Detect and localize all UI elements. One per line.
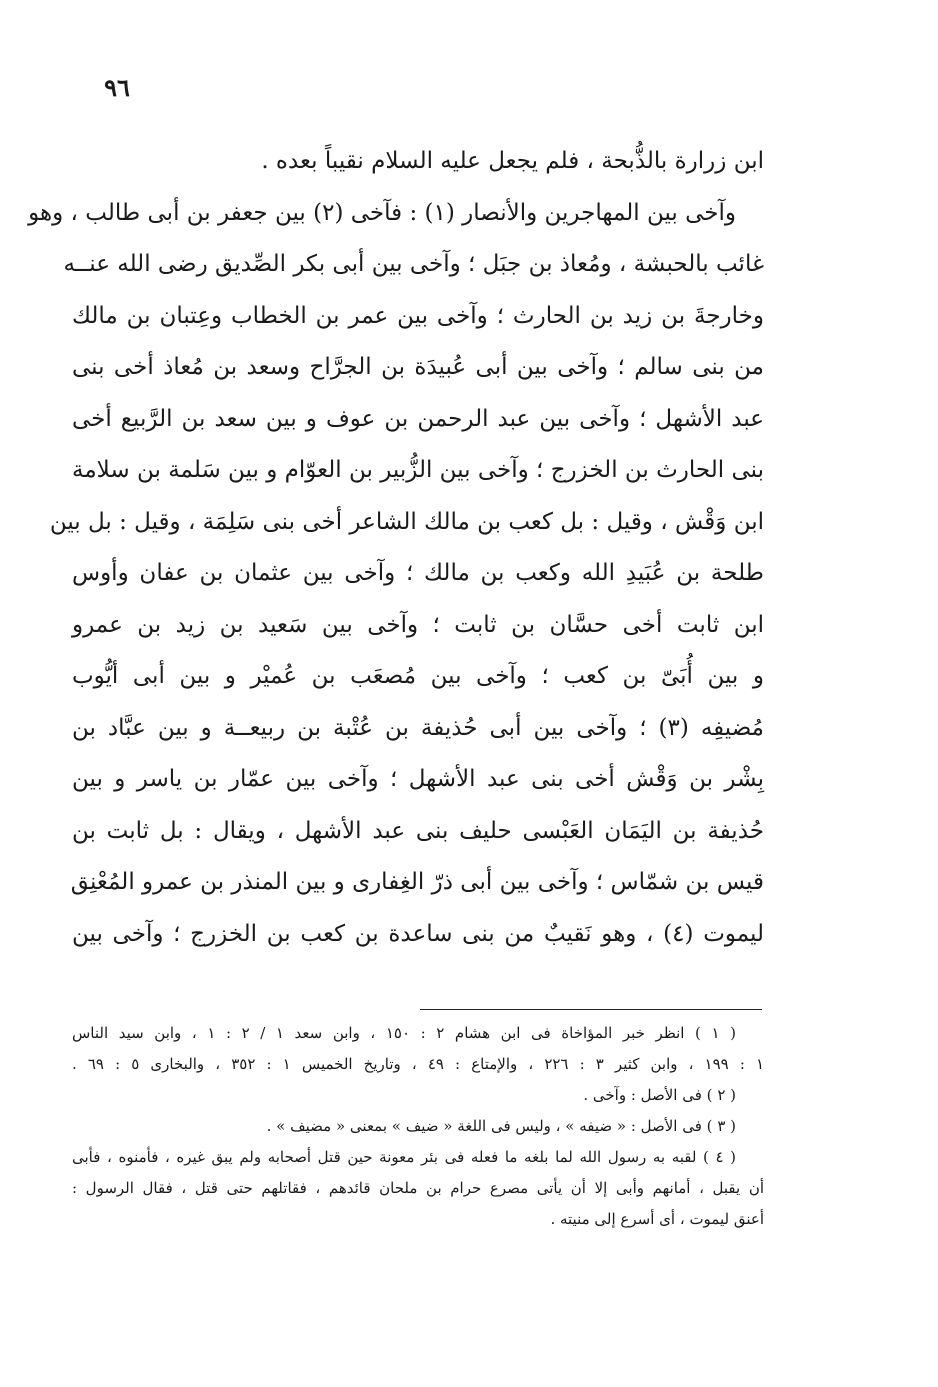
page-number: ٩٦ xyxy=(104,73,130,102)
main-text xyxy=(28,136,764,960)
text-line: قيس بن شمّاس ؛ وآخى بين أبى ذرّ الغِفارى و بين المنذر بن عمرو المُعْنِق xyxy=(70,869,764,895)
text-line: مُضيفِه (٣) ؛ وآخى بين أبى حُذيفة بن عُتْبة بن ربيعــة و بين عبَّاد بن xyxy=(72,714,764,741)
text-line: ابن وَقْش ، وقيل : بل كعب بن مالك الشاعر أخى بنى سَلِمَة ، وقيل : بل بين xyxy=(49,508,764,535)
text-line: طلحة بن عُبَيدِ الله وكعب بن مالك ؛ وآخى بين عثمان بن عفان وأوس xyxy=(72,560,764,586)
text-line: ليموت (٤) ، وهو نَقيبٌ من بنى ساعدة بن كعب بن الخزرج ؛ وآخى بين xyxy=(72,920,764,947)
text-line: عبد الأشهل ؛ وآخى بين عبد الرحمن بن عوف و بين سعد بن الرَّبيع أخى xyxy=(72,405,764,432)
footnote-line: ( ٣ ) فى الأصل : « ضيفه » ، وليس فى اللغة « ضيف » بمعنى « مضيف » . xyxy=(266,1117,736,1135)
footnote-line: ١ : ١٩٩ ، وابن كثير ٣ : ٢٢٦ ، والإمتاع : ٤٩ ، وتاريخ الخميس ١ : ٣٥٢ ، والبخارى ٥ : ٦٩ . xyxy=(72,1055,765,1073)
text-line: بِشْر بن وَقْش أخى بنى عبد الأشهل ؛ وآخى بين عمّار بن ياسر و بين xyxy=(72,766,764,792)
text-line: حُذيفة بن اليَمَان العَبْسى حليف بنى عبد الأشهل ، ويقال : بل ثابت بن xyxy=(72,817,764,844)
text-line: وخارجةَ بن زيد بن الحارث ؛ وآخى بين عمر بن الخطاب وعِتبان بن مالك xyxy=(72,302,764,329)
footnote-line: ( ٢ ) فى الأصل : وآخى . xyxy=(583,1086,736,1104)
text-line: من بنى سالم ؛ وآخى بين أبى عُبيدَة بن الجرَّاح وسعد بن مُعاذ أخى بنى xyxy=(72,354,764,380)
text-line: و بين أُبَىّ بن كعب ؛ وآخى بين مُصعَب بن عُميْر و بين أبى أيُّوب xyxy=(72,663,764,689)
text-line: ابن زرارة بالذُّبحة ، فلم يجعل عليه السلام نقيباً بعده . xyxy=(261,148,764,174)
text-line: وآخى بين المهاجرين والأنصار (١) : فآخى (٢) بين جعفر بن أبى طالب ، وهو xyxy=(28,199,736,226)
footnote-line: أن يقبل ، أمانهم وأبى إلا أن يأتى مصرع حرام بن ملحان قائدهم ، فقاتلهم حتى قتل ، فقال الرسول : xyxy=(72,1179,764,1197)
footnote-line: ( ١ ) انظر خبر المؤاخاة فى ابن هشام ٢ : ١٥٠ ، وابن سعد ١ / ٢ : ١ ، وابن سيد الناس xyxy=(72,1024,737,1042)
text-line: ابن ثابت أخى حسَّان بن ثابت ؛ وآخى بين سَعيد بن زيد بن عمرو xyxy=(72,611,764,638)
text-line: غائب بالحبشة ، ومُعاذ بن جبَل ؛ وآخى بين أبى بكر الصِّديق رضى الله عنــه xyxy=(63,251,764,277)
text-line: بنى الحارث بن الخزرج ؛ وآخى بين الزُّبير بن العوّام و بين سَلمة بن سلامة xyxy=(72,457,764,483)
footnote-line: أعنق ليموت ، أى أسرع إلى منيته . xyxy=(550,1210,764,1228)
footnote-separator xyxy=(420,1009,762,1010)
footnote-line: ( ٤ ) لقبه به رسول الله لما بلغه ما فعله فى بئر معونة حين قتل أصحابه ولم يبق غيره ، فأمنوه ، فأبى xyxy=(72,1148,736,1166)
footnotes xyxy=(72,1018,764,1235)
